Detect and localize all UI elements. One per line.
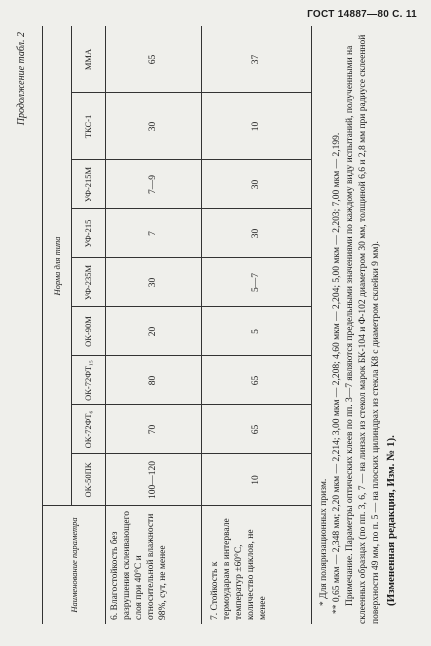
- amendment-note: (Измененная редакция, Изм. № 1).: [385, 435, 397, 606]
- row-param: 6. Влагостойкость без разрушения склеивающего слоя при 40°С и относительной влажности 98%, сут, не менее: [110, 510, 168, 620]
- table-cell: 80: [148, 375, 158, 386]
- type-header: ОК-90М: [83, 316, 93, 347]
- rotated-page-content: [14, 24, 414, 630]
- table-cell: 65: [251, 424, 261, 435]
- table-cell: 5: [251, 329, 261, 334]
- table-cell: 30: [251, 179, 261, 190]
- table-cell: 30: [148, 121, 158, 132]
- param-header: Наименование параметра: [69, 517, 79, 613]
- page-header: ГОСТ 14887—80 С. 11: [307, 9, 417, 20]
- properties-table: [42, 26, 312, 624]
- type-header: УФ-235М: [83, 264, 93, 301]
- table-cell: 37: [251, 54, 261, 65]
- table-cell: 70: [148, 424, 158, 435]
- table-cell: 10: [251, 121, 261, 132]
- table-continuation-label: Продолжение табл. 2: [16, 32, 27, 126]
- notes-block: [318, 26, 398, 624]
- type-header: УФ-215: [83, 219, 93, 248]
- table-cell: 7—9: [148, 175, 158, 194]
- table-cell: 5—7: [251, 273, 261, 292]
- note-paragraph: Примечание. Параметры оптических клеев по пп. 3—7 являются предельными значениями по каждому виду испытаний, полученными на склеенных образцах (по пп. 3, 6, 7 — на линзах из стекол марок БК-104 и Ф-102 диаметром 30 мм, толщиной 6,6 и 2,8 мм при радиусе склеенной поверхности 49 мм, по п. 5 — на плоских цилиндрах из стекла К8 с диаметром склейки 9 мм).: [345, 34, 381, 624]
- type-header: ОК-50ПК: [83, 462, 93, 498]
- footnote-refractive: ** 0,65 мкм — 2,348 мм; 2,20 мкм — 2,214; 3,00 мкм — 2,208; 4,60 мкм — 2,204; 5,00 мкм — 2,203; 7,00 мкм — 2,199.: [332, 132, 342, 614]
- type-header: УФ-215М: [83, 166, 93, 203]
- table-cell: 30: [251, 228, 261, 239]
- type-header: ОК-72ФТ₁₅: [83, 360, 93, 401]
- footnote-polarization: * Для поляризационных призм.: [319, 478, 329, 606]
- table-cell: 30: [148, 277, 158, 288]
- table-cell: 65: [251, 375, 261, 386]
- norm-header: Норма для типа: [52, 236, 62, 296]
- table-cell: 65: [148, 54, 158, 65]
- table-cell: 7: [148, 231, 158, 236]
- type-header: ОК-72ФТ₆: [83, 410, 93, 449]
- row-param: 7. Стойкость к термоударам в интервале температур ±60°С, количество циклов, не менее: [210, 518, 268, 620]
- table-cell: 100—120: [148, 461, 158, 499]
- type-header: ТКС-1: [83, 114, 93, 139]
- table-cell: 10: [251, 475, 261, 485]
- table-cell: 20: [148, 326, 158, 337]
- type-header: ММА: [83, 48, 93, 71]
